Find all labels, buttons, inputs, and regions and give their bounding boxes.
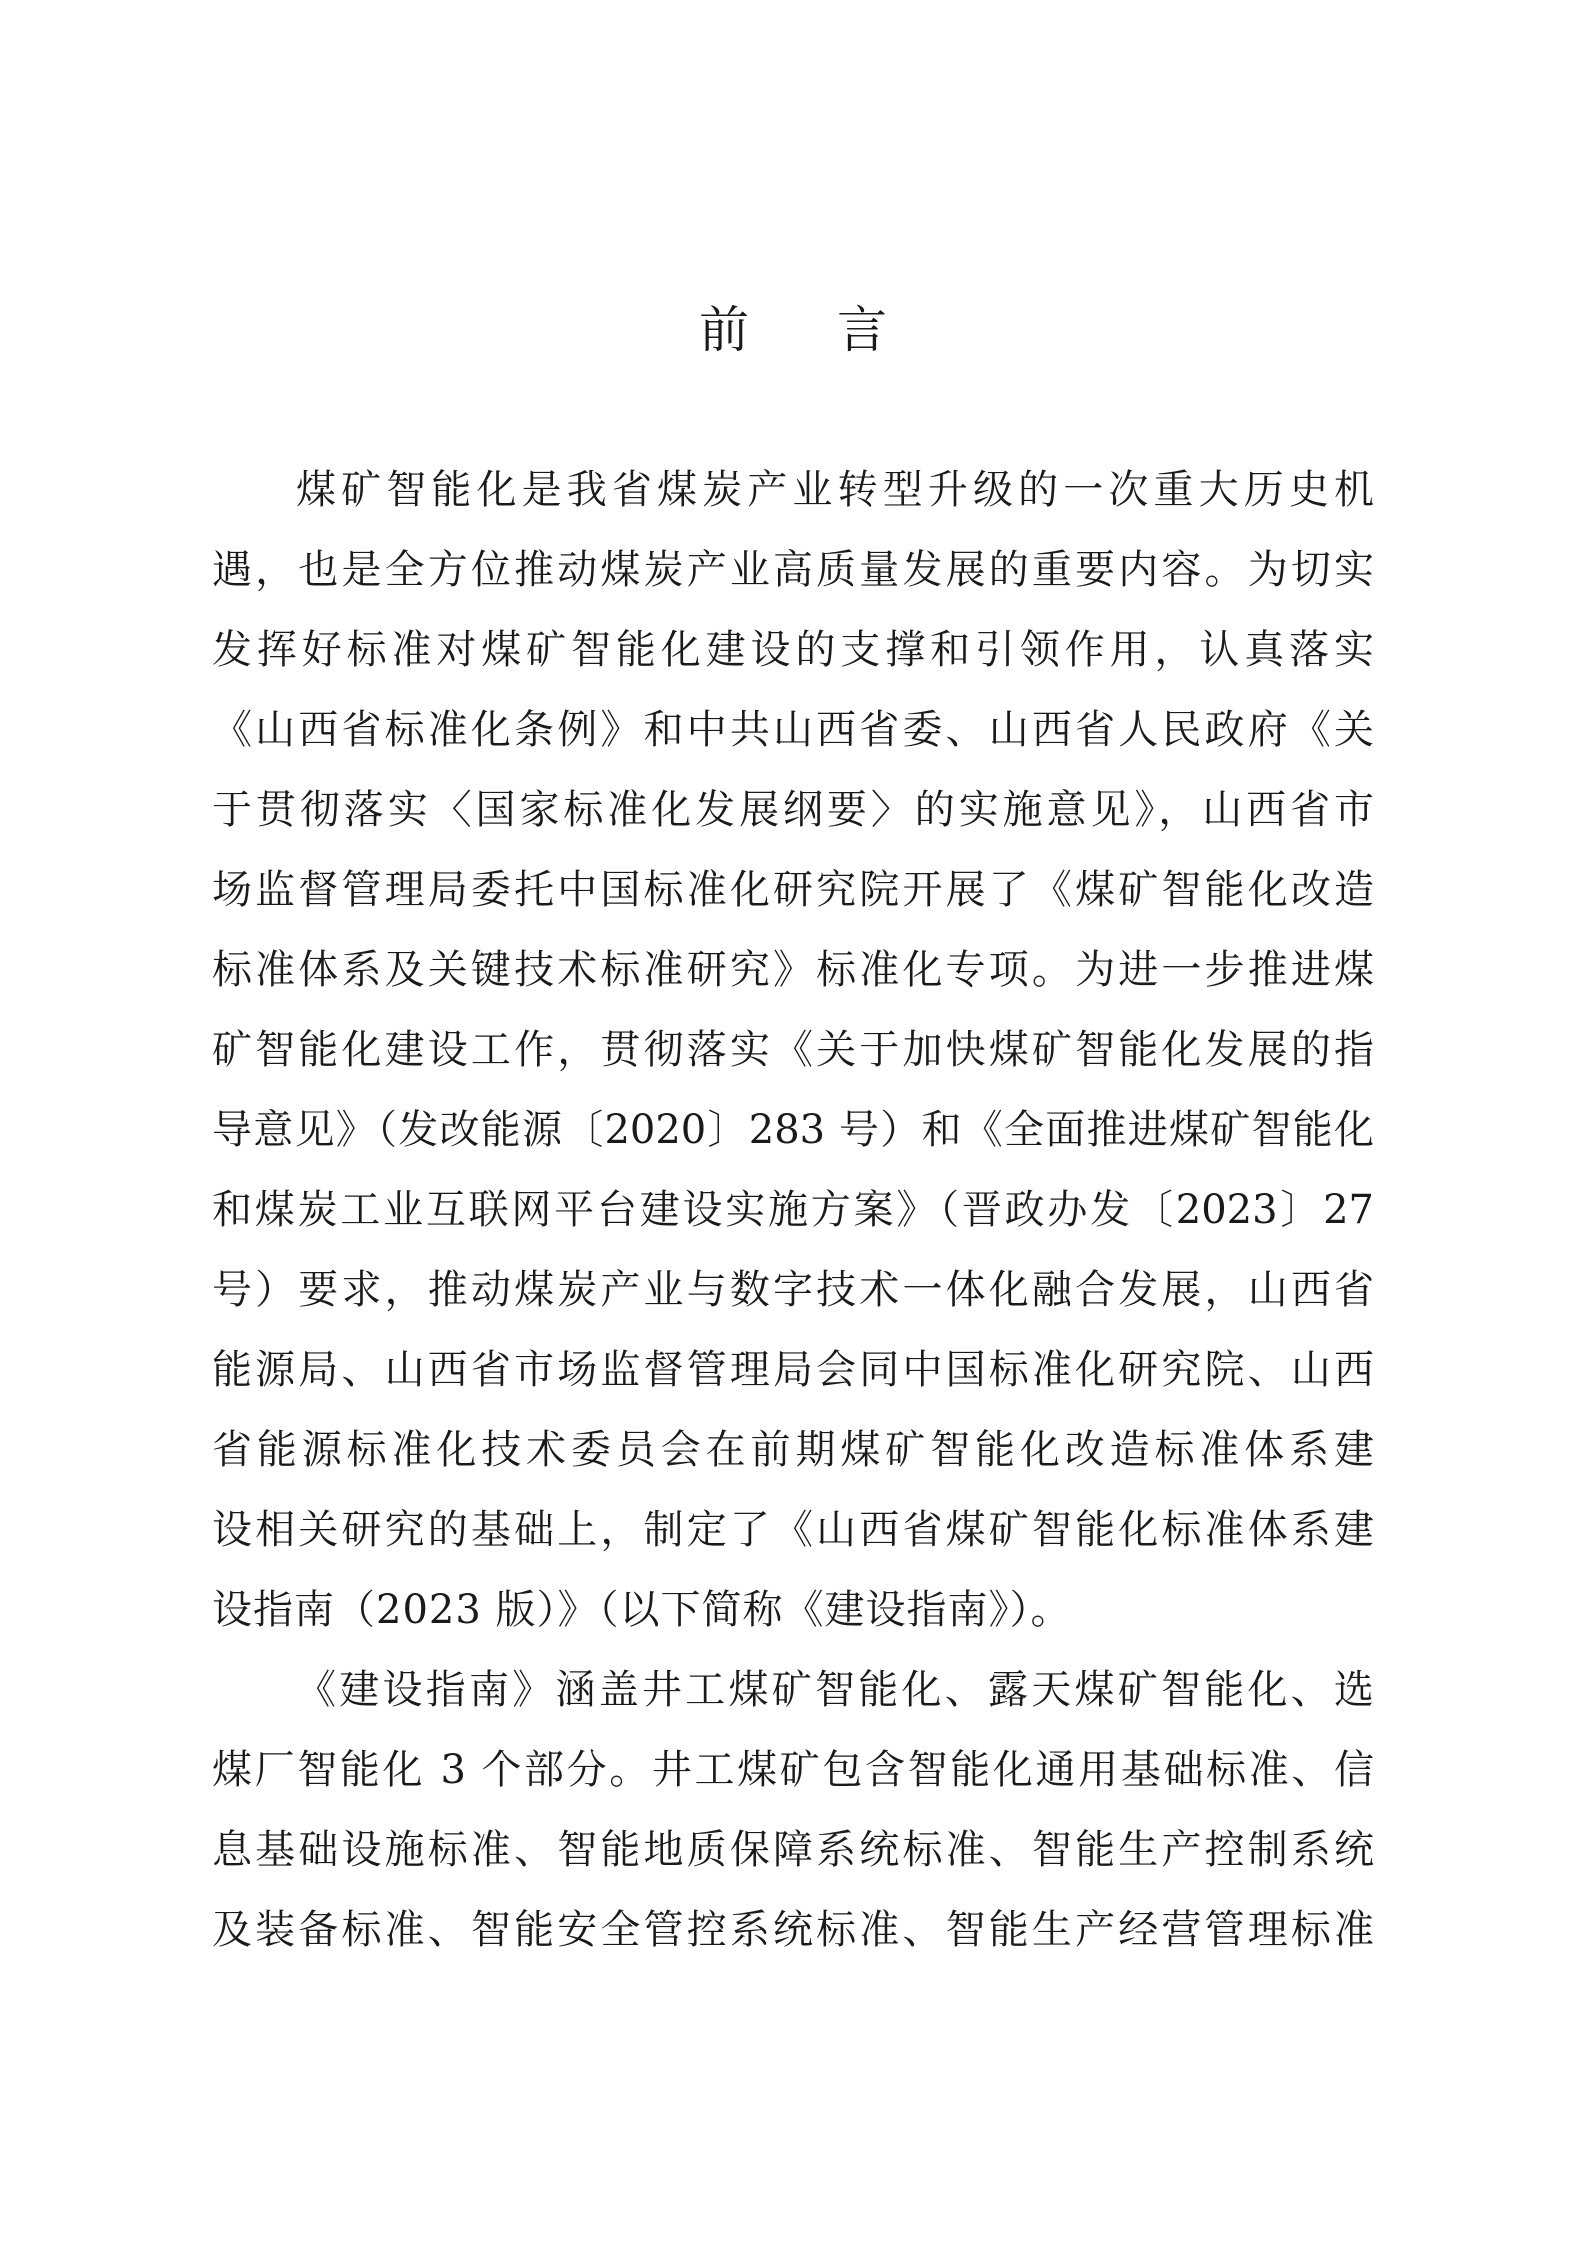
text-line: 标准体系及关键技术标准研究》标准化专项。为进一步推进煤 [212, 947, 1374, 993]
text-line: 省能源标准化技术委员会在前期煤矿智能化改造标准体系建 [212, 1427, 1374, 1473]
text-line: 遇，也是全方位推动煤炭产业高质量发展的重要内容。为切实 [212, 547, 1374, 593]
text-line: 发挥好标准对煤矿智能化建设的支撑和引领作用，认真落实 [212, 627, 1374, 673]
text-line: 矿智能化建设工作，贯彻落实《关于加快煤矿智能化发展的指 [212, 1027, 1374, 1073]
paragraph-2 [212, 1650, 1374, 1970]
text-line: 设相关研究的基础上，制定了《山西省煤矿智能化标准体系建 [212, 1507, 1374, 1553]
text-line: 和煤炭工业互联网平台建设实施方案》（晋政办发〔2023〕27 [212, 1187, 1374, 1233]
text-line: 号）要求，推动煤炭产业与数字技术一体化融合发展，山西省 [212, 1267, 1374, 1313]
text-line: 《山西省标准化条例》和中共山西省委、山西省人民政府《关 [212, 707, 1374, 753]
text-line: 导意见》（发改能源〔2020〕283 号）和《全面推进煤矿智能化 [212, 1107, 1374, 1153]
text-line: 设指南（2023 版）》（以下简称《建设指南》）。 [212, 1587, 1072, 1633]
text-line: 场监督管理局委托中国标准化研究院开展了《煤矿智能化改造 [212, 867, 1374, 913]
text-line: 息基础设施标准、智能地质保障系统标准、智能生产控制系统 [212, 1827, 1374, 1873]
text-line: 及装备标准、智能安全管控系统标准、智能生产经营管理标准 [212, 1907, 1374, 1953]
text-line: 煤厂智能化 3 个部分。井工煤矿包含智能化通用基础标准、信 [212, 1747, 1374, 1793]
text-line: 于贯彻落实〈国家标准化发展纲要〉的实施意见》，山西省市 [212, 787, 1374, 833]
paragraph-1 [212, 450, 1374, 1650]
document-body [212, 450, 1374, 1970]
text-line: 能源局、山西省市场监督管理局会同中国标准化研究院、山西 [212, 1347, 1374, 1393]
text-line: 《建设指南》涵盖井工煤矿智能化、露天煤矿智能化、选 [296, 1667, 1374, 1713]
text-line: 煤矿智能化是我省煤炭产业转型升级的一次重大历史机 [296, 467, 1374, 513]
page-title: 前 言 [699, 301, 923, 359]
